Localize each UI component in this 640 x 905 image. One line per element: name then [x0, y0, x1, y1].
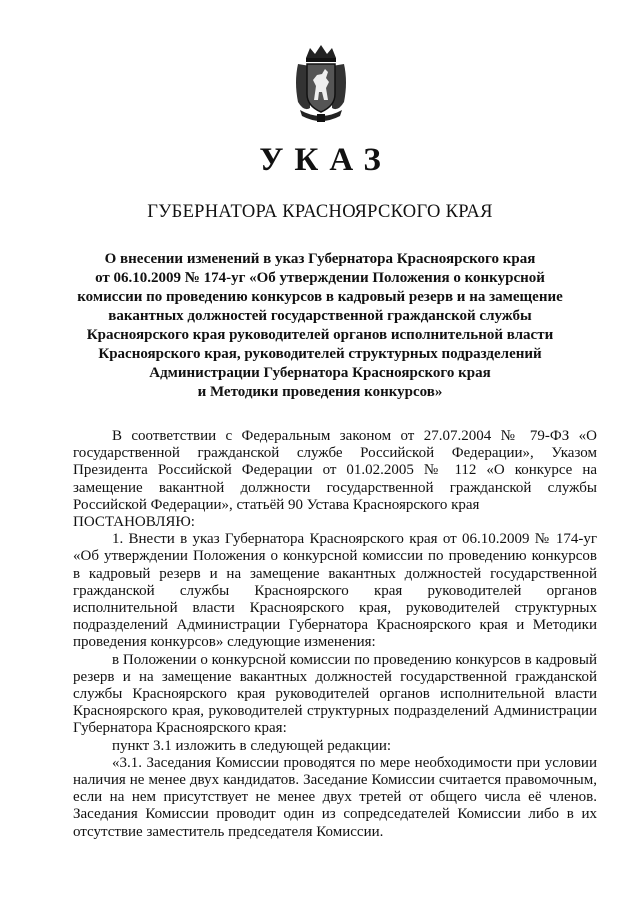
- item-1-paragraph: 1. Внести в указ Губернатора Красноярского края от 06.10.2009 № 174-уг «Об утверждении Положения о конкурсной комиссии по проведению конкурсов в кадровый резерв и на замещение вакантных должностей государственной гражданской службы Красноярского края руководителей органов исполнительной власти Красноярского края, руководителей структурных подразделений Администрации Губернатора Красноярского края и Методики проведения конкурсов» следующие изменения:: [73, 531, 597, 651]
- coat-of-arms-emblem: [292, 42, 350, 124]
- subject-line: от 06.10.2009 № 174-уг «Об утверждении Положения о конкурсной: [95, 270, 545, 286]
- document-type-title: УКАЗ: [259, 142, 392, 178]
- point-instruction: пункт 3.1 изложить в следующей редакции:: [112, 737, 392, 754]
- document-issuer: ГУБЕРНАТОРА КРАСНОЯРСКОГО КРАЯ: [147, 202, 493, 222]
- preamble-paragraph: В соответствии с Федеральным законом от 27.07.2004 № 79-ФЗ «О государственной гражданской службе Российской Федерации», Указом Президента Российской Федерации от 01.02.2005 № 112 «О конкурсе на замещение вакантной должности государственной гражданской службы Российской Федерации», статьёй 90 Устава Красноярского края: [73, 428, 597, 513]
- sub-intro-paragraph: в Положении о конкурсной комиссии по проведению конкурсов в кадровый резерв и на замещение вакантных должностей государственной гражданской службы Красноярского края руководителей органов исполнительной власти Красноярского края, руководителей структурных подразделений Администрации Губернатора Красноярского края:: [73, 651, 597, 737]
- document-subject: [70, 250, 570, 402]
- subject-line: О внесении изменений в указ Губернатора Красноярского края: [104, 251, 536, 267]
- subject-line: Красноярского края руководителей органов исполнительной власти: [86, 327, 554, 343]
- document-body: [73, 428, 597, 841]
- point-3-1-text: «3.1. Заседания Комиссии проводятся по мере необходимости при условии наличия не менее двух кандидатов. Заседание Комиссии считается правомочным, если на нем присутствует не менее двух третей от общего числа её членов. Заседания Комиссии проводит один из сопредседателей Комиссии либо в их отсутствие заместитель председателя Комиссии.: [73, 754, 597, 840]
- subject-line: Администрации Губернатора Красноярского края: [149, 365, 491, 381]
- subject-line: и Методики проведения конкурсов»: [197, 384, 443, 400]
- subject-line: вакантных должностей государственной гражданской службы: [108, 308, 532, 324]
- subject-line: комиссии по проведению конкурсов в кадровый резерв и на замещение: [77, 289, 563, 305]
- subject-line: Красноярского края, руководителей структурных подразделений: [98, 346, 542, 362]
- decree-word: ПОСТАНОВЛЯЮ:: [73, 514, 195, 531]
